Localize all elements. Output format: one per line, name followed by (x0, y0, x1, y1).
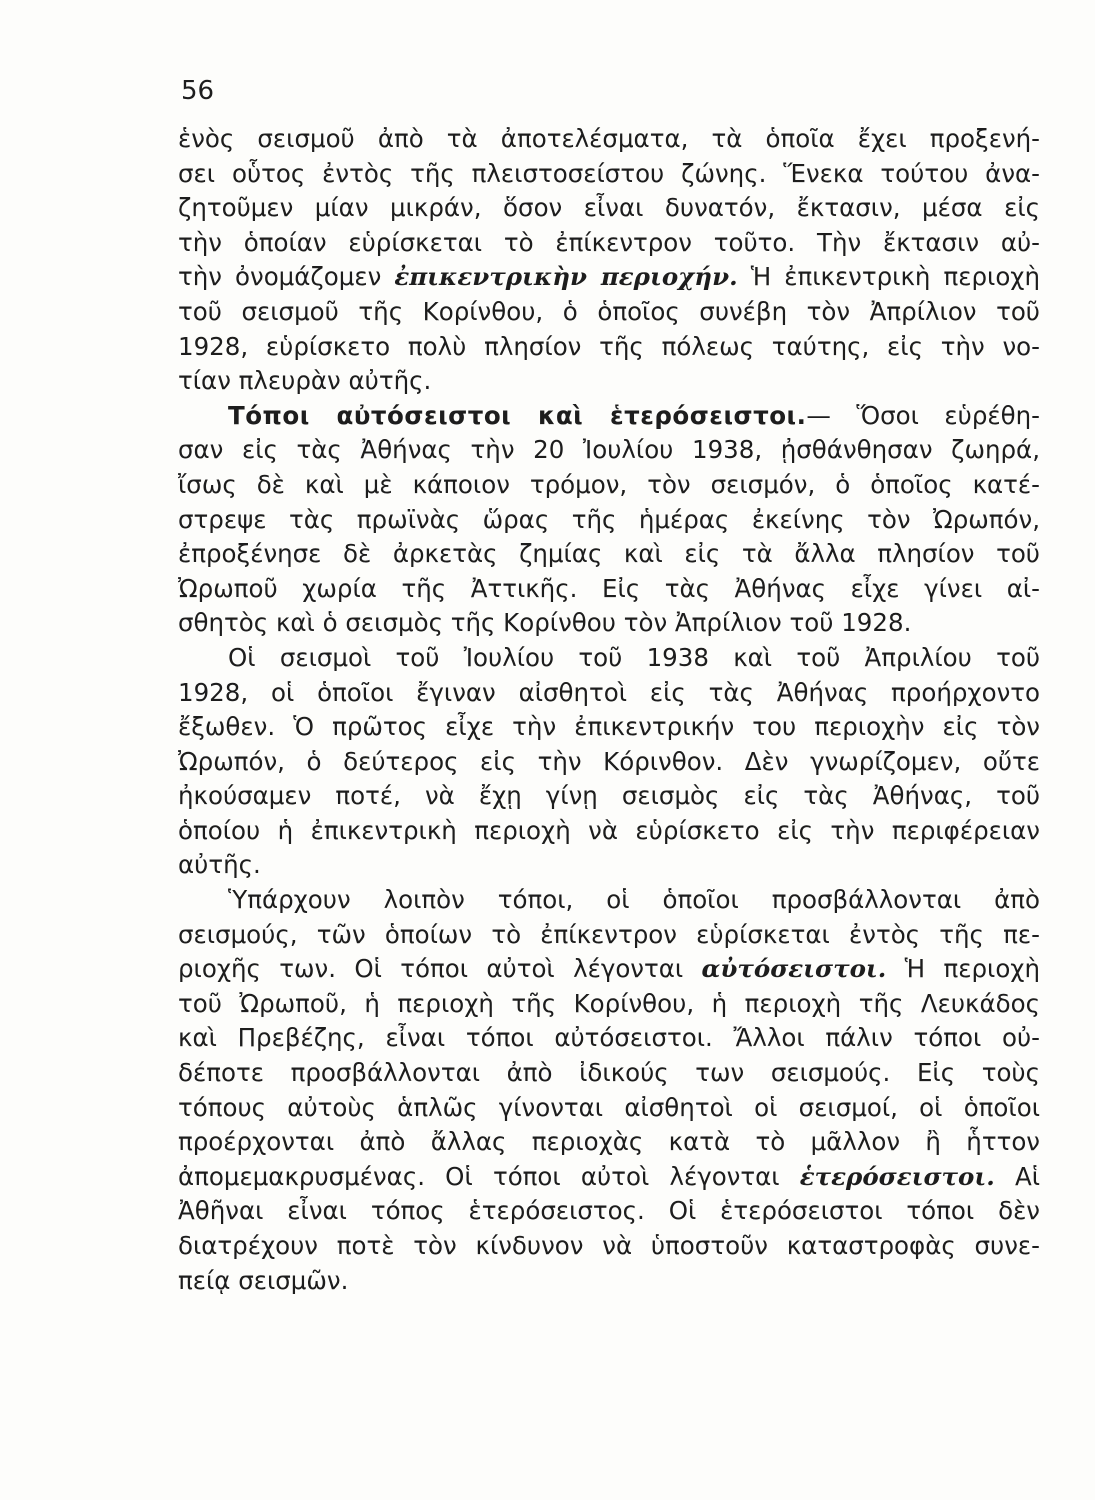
text-line: πείᾳ σεισμῶν. (178, 1265, 349, 1295)
text-line: σει οὗτος ἐντὸς τῆς πλειστοσείστου ζώνης. Ἕνεκα τούτου ἀνα- (178, 158, 1040, 188)
text-line: αὐτῆς. (178, 850, 261, 880)
text-line: σθητὸς καὶ ὁ σεισμὸς τῆς Κορίνθου τὸν Ἀπρίλιον τοῦ 1928. (178, 608, 912, 638)
section-heading: Τόποι αὐτόσειστοι καὶ ἑτερόσειστοι. (228, 400, 807, 430)
line-text: Ἡ περιοχὴ (886, 954, 1040, 984)
text-line: Ὑπάρχουν λοιπὸν τόποι, οἱ ὁποῖοι προσβάλλονται ἀπὸ (228, 885, 1040, 915)
text-line: δέποτε προσβάλλονται ἀπὸ ἰδικούς των σεισμούς. Εἰς τοὺς (178, 1058, 1040, 1088)
body-text (178, 122, 1040, 1298)
text-line: ἴσως δὲ καὶ μὲ κάποιον τρόμον, τὸν σεισμόν, ὁ ὁποῖος κατέ- (178, 469, 1040, 499)
emphasized-term: ἑτερόσειστοι. (799, 1161, 995, 1191)
text-line: τὴν ὁποίαν εὑρίσκεται τὸ ἐπίκεντρον τοῦτο. Τὴν ἔκτασιν αὐ- (178, 227, 1040, 257)
line-text: τὴν ὀνομάζομεν (178, 262, 395, 292)
line-text: — Ὅσοι εὑρέθη- (806, 400, 1040, 430)
text-line: προέρχονται ἀπὸ ἄλλας περιοχὰς κατὰ τὸ μᾶλλον ἢ ἧττον (178, 1127, 1040, 1157)
text-line: σαν εἰς τὰς Ἀθήνας τὴν 20 Ἰουλίου 1938, ᾐσθάνθησαν ζωηρά, (178, 435, 1040, 465)
line-text: ριοχῆς των. Οἱ τόποι αὐτοὶ λέγονται (178, 954, 702, 984)
text-line: ἐπροξένησε δὲ ἀρκετὰς ζημίας καὶ εἰς τὰ ἄλλα πλησίον τοῦ (178, 539, 1040, 569)
text-line: Ὠρωπόν, ὁ δεύτερος εἰς τὴν Κόρινθον. Δὲν γνωρίζομεν, οὔτε (178, 746, 1040, 776)
text-line (178, 1160, 1040, 1195)
line-text: Αἱ (994, 1161, 1040, 1191)
text-line: καὶ Πρεβέζης, εἶναι τόποι αὐτόσειστοι. Ἄλλοι πάλιν τόποι οὐ- (178, 1023, 1040, 1053)
text-line: τόπους αὐτοὺς ἁπλῶς γίνονται αἰσθητοὶ οἱ σεισμοί, οἱ ὁποῖοι (178, 1092, 1040, 1122)
text-line: Ὠρωποῦ χωρία τῆς Ἀττικῆς. Εἰς τὰς Ἀθήνας εἶχε γίνει αἰ- (178, 573, 1040, 603)
text-line (178, 952, 1040, 987)
text-line: 1928, οἱ ὁποῖοι ἔγιναν αἰσθητοὶ εἰς τὰς Ἀθήνας προήρχοντο (178, 677, 1040, 707)
text-line: ζητοῦμεν μίαν μικράν, ὅσον εἶναι δυνατόν, ἔκτασιν, μέσα εἰς (178, 193, 1040, 223)
text-line: ὁποίου ἡ ἐπικεντρικὴ περιοχὴ νὰ εὑρίσκετο εἰς τὴν περιφέρειαν (178, 815, 1040, 845)
text-line: 1928, εὑρίσκετο πολὺ πλησίον τῆς πόλεως ταύτης, εἰς τὴν νο- (178, 331, 1040, 361)
emphasized-term: ἐπικεντρικὴν περιοχήν. (394, 262, 738, 292)
text-line: τοῦ Ὠρωποῦ, ἡ περιοχὴ τῆς Κορίνθου, ἡ περιοχὴ τῆς Λευκάδος (178, 988, 1040, 1018)
text-line: ἑνὸς σεισμοῦ ἀπὸ τὰ ἀποτελέσματα, τὰ ὁποῖα ἔχει προξενή- (178, 124, 1040, 153)
emphasized-term: αὐτόσειστοι. (701, 954, 887, 984)
text-line: Οἱ σεισμοὶ τοῦ Ἰουλίου τοῦ 1938 καὶ τοῦ Ἀπριλίου τοῦ (228, 642, 1040, 672)
text-line: τίαν πλευρὰν αὐτῆς. (178, 366, 432, 396)
text-line: ἔξωθεν. Ὁ πρῶτος εἶχε τὴν ἐπικεντρικήν του περιοχὴν εἰς τὸν (178, 712, 1040, 742)
line-text: ἀπομεμακρυσμένας. Οἱ τόποι αὐτοὶ λέγονται (178, 1161, 800, 1191)
text-line: τοῦ σεισμοῦ τῆς Κορίνθου, ὁ ὁποῖος συνέβη τὸν Ἀπρίλιον τοῦ (178, 296, 1040, 326)
text-line: στρεψε τὰς πρωϊνὰς ὥρας τῆς ἡμέρας ἐκείνης τὸν Ὠρωπόν, (178, 504, 1040, 534)
page-number: 56 (181, 76, 215, 106)
text-line: διατρέχουν ποτὲ τὸν κίνδυνον νὰ ὑποστοῦν καταστροφὰς συνε- (178, 1231, 1040, 1260)
text-line: σεισμούς, τῶν ὁποίων τὸ ἐπίκεντρον εὑρίσκεται ἐντὸς τῆς πε- (178, 919, 1040, 949)
text-line: ἠκούσαμεν ποτέ, νὰ ἔχῃ γίνῃ σεισμὸς εἰς τὰς Ἀθήνας, τοῦ (178, 781, 1040, 811)
line-text: Ἡ ἐπικεντρικὴ περιοχὴ (737, 262, 1040, 292)
text-line (178, 260, 1040, 295)
text-line: Ἀθῆναι εἶναι τόπος ἑτερόσειστος. Οἱ ἑτερόσειστοι τόποι δὲν (178, 1196, 1040, 1226)
text-line (178, 399, 1040, 434)
